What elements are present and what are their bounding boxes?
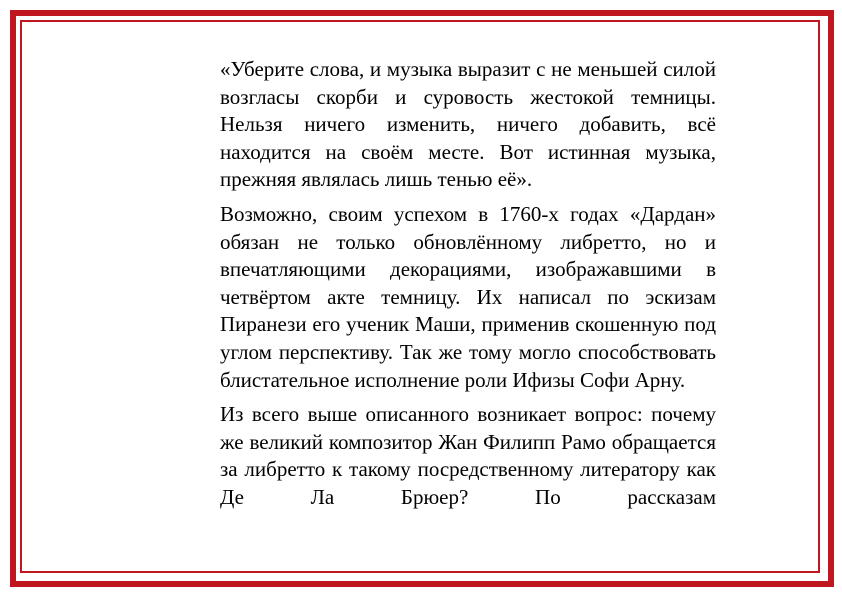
paragraph-quote: «Уберите слова, и музыка выразит с не меньшей силой возгласы скорби и суровость жестокой темницы. Нельзя ничего изменить, ничего добавить, всё находится на своём месте. Вот истинная музыка, прежняя являлась лишь тенью её». xyxy=(220,57,716,192)
paragraph-question: Из всего выше описанного возникает вопрос: почему же великий композитор Жан Филипп Рамо обращается за либретто к такому посредственному литератору как Де Ла Брюер? По рассказам xyxy=(220,402,716,509)
paragraph-dardan-success: Возможно, своим успехом в 1760-х годах «Дардан» обязан не только обновлённому либретто, но и впечатляющими декорациями, изображавшими в четвёртом акте темницу. Их написал по эскизам Пиранези его ученик Маши, применив скошенную под углом перспективу. Так же тому могло способствовать блистательное исполнение роли Ифизы Софи Арну. xyxy=(220,201,716,392)
body-text xyxy=(220,56,716,519)
